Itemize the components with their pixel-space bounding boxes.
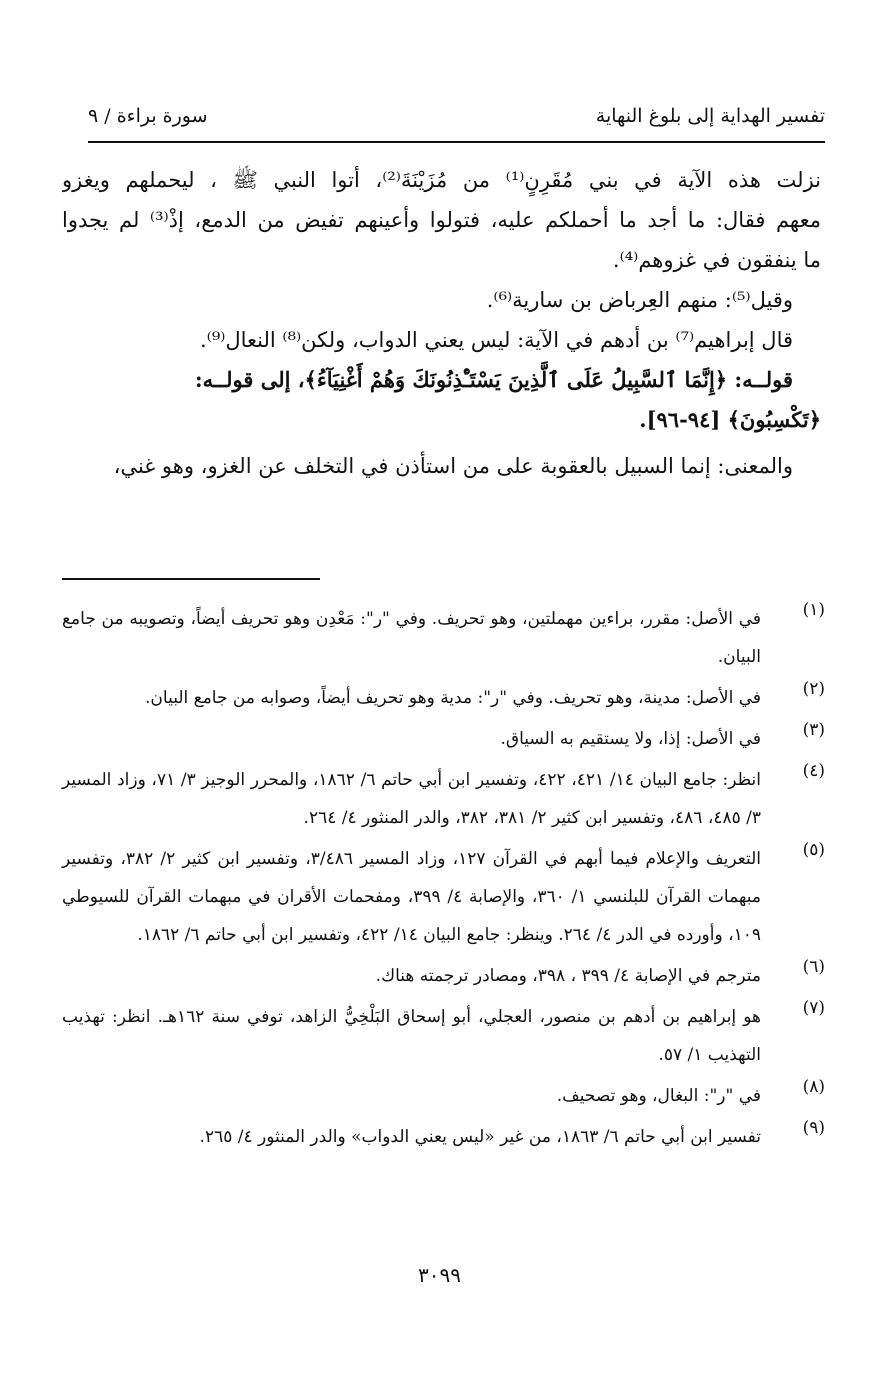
page-number: ٣٠٩٩ [418, 1263, 461, 1287]
footnote-text: انظر: جامع البيان ١٤/ ٤٢١، ٤٢٢، وتفسير ابن أبي حاتم ٦/ ١٨٦٢، والمحرر الوجيز ٣/ ٧١، وزاد المسير ٣/ ٤٨٥، ٤٨٦، وتفسير ابن كثير ٢/ ٣٨١، ٣٨٢، والدر المنثور ٤/ ٢٦٤. [62, 770, 761, 828]
body-line: ما ينفقون في غزوهم⁽⁴⁾. [612, 248, 821, 272]
body-line: نزلت هذه الآية في بني مُقَرِنٍ⁽¹⁾ من مُزَيْنَةَ⁽²⁾، أتوا النبي ﷺ ، ليحملهم ويغزو [62, 168, 821, 192]
surah-label: سورة براءة / ٩ [88, 105, 208, 127]
footnote-number: (٢) [802, 679, 825, 699]
footnote [62, 761, 825, 837]
footnote-separator [62, 578, 320, 580]
running-header [88, 101, 825, 143]
footnote-text: التعريف والإعلام فيما أبهم في القرآن ١٢٧، وزاد المسير ٣/٤٨٦، وتفسير ابن كثير ٢/ ٣٨٢، وتفسير مبهمات القرآن للبلنسي ١/ ٣٦٠، والإصابة ٤/ ٣٩٩، ومفحمات الأقران في مبهمات القرآن للسيوطي ١٠٩، وأورده في الدر ٤/ ٢٦٤. وينظر: جامع البيان ١٤/ ٤٢٢، وتفسير ابن أبي حاتم ٦/ ١٨٦٢. [62, 849, 762, 945]
footnote-text: في "ر": البغال، وهو تصحيف. [556, 1086, 761, 1106]
body-line: قال إبراهيم⁽⁷⁾ بن أدهم في الآية: ليس يعني الدواب، ولكن⁽⁸⁾ النعال⁽⁹⁾. [199, 328, 793, 352]
footnote [62, 1077, 825, 1115]
footnote-number: (٦) [802, 957, 825, 977]
body-line: والمعنى: إنما السبيل بالعقوبة على من استأذن في التخلف عن الغزو، وهو غني، [113, 454, 793, 478]
footnote [62, 957, 825, 995]
footnote-number: (٩) [802, 1118, 825, 1138]
footnote-number: (٥) [802, 840, 825, 860]
footnote [62, 840, 825, 954]
footnote-text: في الأصل: إذا، ولا يستقيم به السياق. [500, 729, 761, 749]
quran-verse-line: ﴿تَكْسِبُونَ﴾ [٩٤-٩٦]. [639, 407, 821, 432]
footnotes [62, 600, 825, 1159]
footnote-number: (٤) [802, 761, 825, 781]
footnote [62, 720, 825, 758]
footnote-text: في الأصل: مقرر، براءين مهملتين، وهو تحريف. وفي "ر": مَعْدِن وهو تحريف أيضاً، وتصويبه من جامع البيان. [62, 609, 761, 667]
book-title: تفسير الهداية إلى بلوغ النهاية [595, 105, 825, 127]
footnote-number: (٨) [802, 1077, 825, 1097]
footnote-text: مترجم في الإصابة ٤/ ٣٩٩ ، ٣٩٨، ومصادر ترجمته هناك. [375, 966, 761, 986]
quran-verse-line: قولــه: ﴿إِنَّمَا ٱلسَّبِيلُ عَلَى ٱلَّذِينَ يَسْتَـْٔذِنُونَكَ وَهُمْ أَغْنِيَآءُ﴾، إلى قولــه: [194, 367, 793, 392]
footnote [62, 998, 825, 1074]
footnote-text: تفسير ابن أبي حاتم ٦/ ١٨٦٣، من غير «ليس يعني الدواب» والدر المنثور ٤/ ٢٦٥. [199, 1127, 761, 1147]
footnote [62, 679, 825, 717]
footnote [62, 1118, 825, 1156]
footnote-number: (١) [802, 600, 825, 620]
footnote-number: (٧) [802, 998, 825, 1018]
footnote [62, 600, 825, 676]
footnote-number: (٣) [802, 720, 825, 740]
body-line: معهم فقال: ما أجد ما أحملكم عليه، فتولوا وأعينهم تفيض من الدمع، إذْ⁽³⁾ لم يجدوا [62, 208, 821, 232]
main-text [62, 160, 821, 486]
footnote-text: هو إبراهيم بن أدهم بن منصور، العجلي، أبو إسحاق البَلْخِيُّ الزاهد، توفي سنة ١٦٢هـ. انظر: تهذيب التهذيب ١/ ٥٧. [62, 1007, 761, 1065]
footnote-text: في الأصل: مدينة، وهو تحريف. وفي "ر": مدية وهو تحريف أيضاً، وصوابه من جامع البيان. [145, 688, 761, 708]
body-line: وقيل⁽⁵⁾: منهم العِرباض بن سارية⁽⁶⁾. [486, 288, 793, 312]
